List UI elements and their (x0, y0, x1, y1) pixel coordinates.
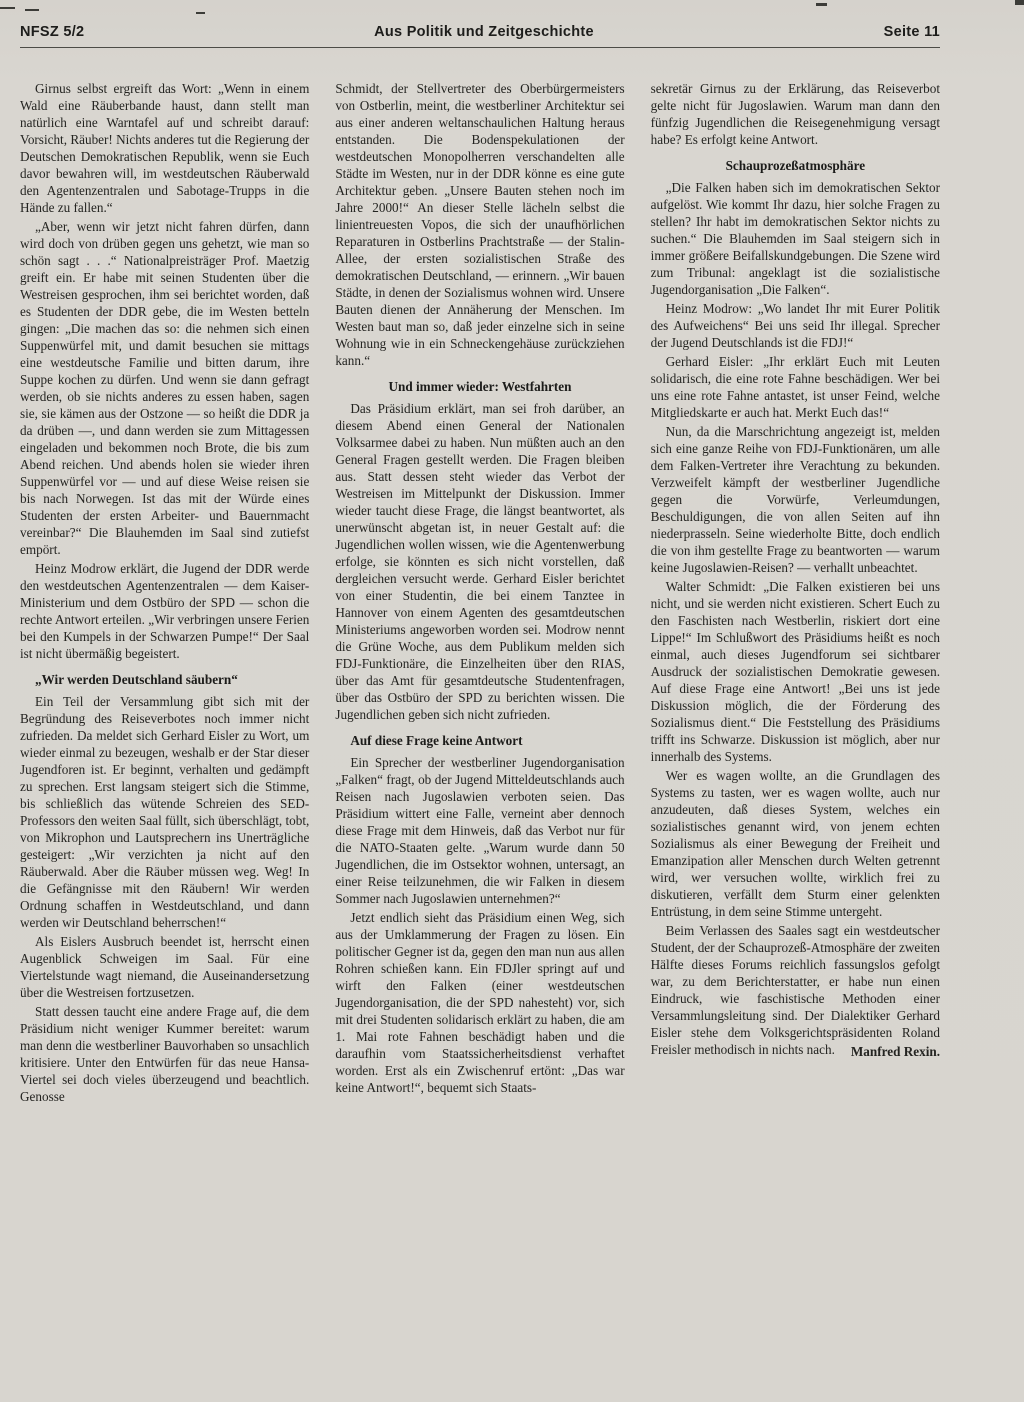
page-header (20, 0, 940, 40)
article-paragraph: Heinz Modrow: „Wo landet Ihr mit Eurer Politik des Aufweichens“ Bei uns seid Ihr illegal. Sprecher der Jugend Deutschlands ist die FDJ!“ (650, 301, 940, 350)
scan-mark (25, 9, 39, 11)
author-signature: Manfred Rexin. (850, 1044, 940, 1059)
section-heading: Auf diese Frage keine Antwort (350, 733, 523, 748)
article-paragraph: Nun, da die Marschrichtung angezeigt ist, melden sich eine ganze Reihe von FDJ-Funktionären, um alle dem Falken-Vertreter ihre Verachtung zu bekunden. Verzweifelt kämpft der westberliner Jugendliche gegen die Vorwürfe, Verleumdungen, Beschuldigungen, die von allen Seiten auf ihn niederprasseln. Seine wiederholte Bitte, doch endlich die von ihm gestellte Frage zu beantworten — warum keine Jugoslawien-Reisen? — verhallt unbeachtet. (650, 424, 940, 575)
article-paragraph: Schmidt, der Stellvertreter des Oberbürgermeisters von Ostberlin, meint, die westberliner Architektur sei aus einer anderen weltanschaulichen Haltung heraus entstanden. Die Bodenspekulationen der westdeutschen Monopolherren verschandelten alle Städte im Westen, nur in der DDR könne es eine gute Architektur geben. „Unsere Bauten stehen noch im Jahre 2000!“ An dieser Stelle lächeln selbst die linientreuesten Vopos, die sich der unaufhörlichen Reparaturen in Ostberlins Prachtstraße — der Stalin-Allee, der ersten sozialistischen Straße des demokratischen Deutschland, — erinnern. „Wir bauen Städte, in denen der Sozialismus wohnen wird. Unsere Bauten dienen der Annäherung der Menschen. Im Westen baut man so, daß jeder einzelne sich in seine Wohnung wie in ein Schneckengehäuse zurückziehen kann.“ (335, 81, 625, 368)
article-paragraph: Beim Verlassen des Saales sagt ein westdeutscher Student, der der Schauprozeß-Atmosphäre der zweiten Hälfte dieses Forums reichlich fassungslos gefolgt war, zu dem Berichterstatter, er habe nun einen Eindruck, wie faschistische Methoden einer Versammlungsleitung sind. Der Dialektiker Gerhard Eisler stehe dem Volksgerichtspräsidenten Roland Freisler methodisch in nichts nach. (650, 923, 940, 1057)
scan-mark (0, 7, 15, 9)
article-paragraph: Als Eislers Ausbruch beendet ist, herrscht einen Augenblick Schweigen im Saal. Für eine Viertelstunde wagt niemand, die Auseinandersetzung über die Westreisen fortzusetzen. (20, 934, 310, 1000)
section-heading: Und immer wieder: Westfahrten (388, 379, 572, 394)
scan-mark (196, 12, 205, 14)
article-paragraph: sekretär Girnus zu der Erklärung, das Reiseverbot gelte nicht für Jugoslawien. Warum man dann den fünfzig Jugendlichen die Reisegenehmigung versagt habe? Es erfolgt keine Antwort. (650, 81, 940, 147)
article-paragraph: „Aber, wenn wir jetzt nicht fahren dürfen, dann wird doch von drüben gegen uns gehetzt, wie man so schön sagt . . .“ Nationalpreisträger Prof. Maetzig greift ein. Er habe mit seinen Studenten über die Westreisen gesprochen, ihm sei berichtet worden, daß es Studenten der DDR gebe, die im Westen betteln gingen: „Die machen das so: die nehmen sich einen Suppenwürfel mit, und damit besuchen sie mittags eine westdeutsche Familie und bitten darum, ihre Suppe kochen zu dürfen. Und wenn sie dann gefragt werden, ob sie nichts anderes zu essen haben, sagen sie, sie kämen aus der Ostzone — so heißt die DDR ja da drüben —, und dann werden sie zum Mittagessen eingeladen und bekommen noch Brote, die bis zum Abend reichen. Und abends holen sie wieder ihren Suppenwürfel vor — und auf diese Weise reisen sie bis nach Norwegen. Ist das mit der Würde eines Studenten der ersten Arbeiter- und Bauernmacht vereinbar?“ Die Blauhemden im Saal sind zutiefst empört. (20, 219, 310, 557)
section-heading: „Wir werden Deutschland säubern“ (35, 672, 238, 687)
article-paragraph: Gerhard Eisler: „Ihr erklärt Euch mit Leuten solidarisch, die eine rote Fahne beschädigen. Wer bei uns eine rote Fahne antastet, ist unser Feind, welche Mitgliedskarte er auch hat. Merkt Euch das!“ (650, 354, 940, 420)
section-heading: Schauprozeßatmosphäre (725, 158, 866, 173)
article-paragraph: Das Präsidium erklärt, man sei froh darüber, an diesem Abend einen General der Nationalen Volksarmee dabei zu haben. Nun müßten auch an den General Fragen gestellt werden. Die Fragen bleiben aus. Statt dessen steht wieder das Verbot der Westreisen im Mittelpunkt der Diskussion. Immer wieder taucht diese Frage, die längst beantwortet, als unerwünscht abgetan ist, in neuer Gestalt auf: die Jugendlichen wollen wissen, wie die Agentenwerbung erfolge, sie könnten es sich nicht vorstellen, daß dergleichen versucht werde. Gerhard Eisler berichtet von einer Studentin, die bei einem Tanztee in Hannover von einem Agenten des gesamtdeutschen Ministeriums angeworben worden sei. Modrow nennt die Grüne Woche, aus dem Publikum melden sich FDJ-Funktionäre, die Einzelheiten über den RIAS, über das Amt für gesamtdeutsche Studentenfragen, über das Ostbüro der SPD zu berichten wissen. Die Jugendlichen geben sich nicht zufrieden. (335, 401, 625, 722)
issue-number: NFSZ 5/2 (20, 24, 85, 40)
article-paragraph: Girnus selbst ergreift das Wort: „Wenn in einem Wald eine Räuberbande haust, dann stellt man natürlich eine Warntafel auf und schreibt darauf: Vorsicht, Räuber! Nichts anderes tut die Regierung der Deutschen Demokratischen Republik, wenn sie Euch davor bewahren will, im westdeutschen Räuberwald den Agentenzentralen und Sabotage-Trupps in die Hände zu fallen.“ (20, 81, 310, 215)
article-paragraph: Heinz Modrow erklärt, die Jugend der DDR werde den westdeutschen Agentenzentralen — dem Kaiser-Ministerium und dem Ostbüro der SPD — schon die rechte Antwort erteilen. „Wir verbringen unsere Ferien bei den Kumpels in der Schwarzen Pumpe!“ Der Saal ist nicht übermäßig begeistert. (20, 561, 310, 661)
article-paragraph: Ein Teil der Versammlung gibt sich mit der Begründung des Reiseverbotes noch immer nicht zufrieden. Da meldet sich Gerhard Eisler zu Wort, um wieder einmal zu bezeugen, weshalb er der Star dieser Jugendforen ist. Er beginnt, verhalten und gedämpft zu sprechen. Erst langsam steigert sich die Stimme, bis schließlich das wütende Schreien des SED-Professors den weiten Saal füllt, sich überschlägt, tobt, von Mikrophon und Lautsprechern ins Unerträgliche gesteigert: „Wir verzichten ja nicht auf den Räuberwald. Aber die Räuber müssen weg. Weg! In die Gefängnisse mit den Räubern! Wir werden Ordnung schaffen in Westdeutschland, und dann werden wir Deutschland beherrschen!“ (20, 694, 310, 930)
page-number: Seite 11 (883, 24, 940, 40)
scan-mark (816, 3, 827, 6)
article-column-3 (651, 80, 940, 1107)
article-paragraph: Ein Sprecher der westberliner Jugendorganisation „Falken“ fragt, ob der Jugend Mitteldeutschlands auch Reisen nach Jugoslawien verboten seien. Das Präsidium wittert eine Falle, verneint aber dennoch diese Frage mit dem Hinweis, daß das Verbot nur für die NATO-Staaten gelte. „Warum wurde dann 50 Jugendlichen, die im Ostsektor wohnen, untersagt, an einer Reise teilzunehmen, die wir Falken in diesem Sommer nach Jugoslawien unternehmen?“ (335, 755, 625, 906)
scan-mark (1015, 0, 1024, 5)
article-body (20, 80, 940, 1107)
article-paragraph: Walter Schmidt: „Die Falken existieren bei uns nicht, und sie werden nicht existieren. Schert Euch zu den Faschisten nach Westberlin, riskiert dort eine Lippe!“ Im Schlußwort des Präsidiums heißt es noch einmal, auch dieses Jugendforum sei sichtbarer Ausdruck der sozialistischen Demokratie gewesen. Auf diese Frage eine Antwort! „Bei uns ist jede Diskussion möglich, die der Förderung des Sozialismus dient.“ Die Feststellung des Präsidiums trifft ins Schwarze. Diskussion ist möglich, aber nur innerhalb des Systems. (650, 579, 940, 764)
article-paragraph: „Die Falken haben sich im demokratischen Sektor aufgelöst. Wie kommt Ihr dazu, hier solche Fragen zu stellen? Ihr habt im demokratischen Sektor nichts zu suchen.“ Die Blauhemden im Saal steigern sich in immer größere Beifallskundgebungen. Die Szene wird zum Tribunal: angeklagt ist die sozialistische Jugendorganisation „Die Falken“. (650, 180, 940, 297)
header-rule (20, 47, 940, 48)
article-column-2 (335, 80, 624, 1107)
article-paragraph: Jetzt endlich sieht das Präsidium einen Weg, sich aus der Umklammerung der Fragen zu lösen. Ein politischer Gegner ist da, gegen den man nun aus allen Rohren schießen kann. Ein FDJler springt auf und wirft den Falken (einer westdeutschen Jugendorganisation, die der SPD nahesteht) vor, sich mit drei Studenten solidarisch erklärt zu haben, die am 1. Mai rote Fahnen beschädigt haben und die daraufhin vom Staatssicherheitsdienst verhaftet worden. Erst als ein Zwischenruf ertönt: „Das war keine Antwort!“, bequemt sich Staats- (335, 910, 625, 1095)
publication-title: Aus Politik und Zeitgeschichte (374, 24, 594, 40)
article-paragraph: Statt dessen taucht eine andere Frage auf, die dem Präsidium nicht weniger Kummer bereitet: warum man denn die westberliner Bauvorhaben so unsachlich kritisiere. Unter den Entwürfen für das neue Hansa-Viertel sei doch vieles überzeugend und beachtlich. Genosse (20, 1004, 310, 1104)
article-column-1 (20, 80, 309, 1107)
article-paragraph: Wer es wagen wollte, an die Grundlagen des Systems zu tasten, wer es wagen wollte, auch nur anzudeuten, daß dieses System, welches ein sozialistisches genannt wird, von jenem echten Sozialismus als einer Bewegung der Freiheit und Emanzipation aller Menschen durch Welten getrennt wird, wer versuchen wollte, wirklich frei zu diskutieren, verfällt dem Sturm einer gelenkten Entrüstung, in dem seine Stimme untergeht. (650, 768, 940, 919)
